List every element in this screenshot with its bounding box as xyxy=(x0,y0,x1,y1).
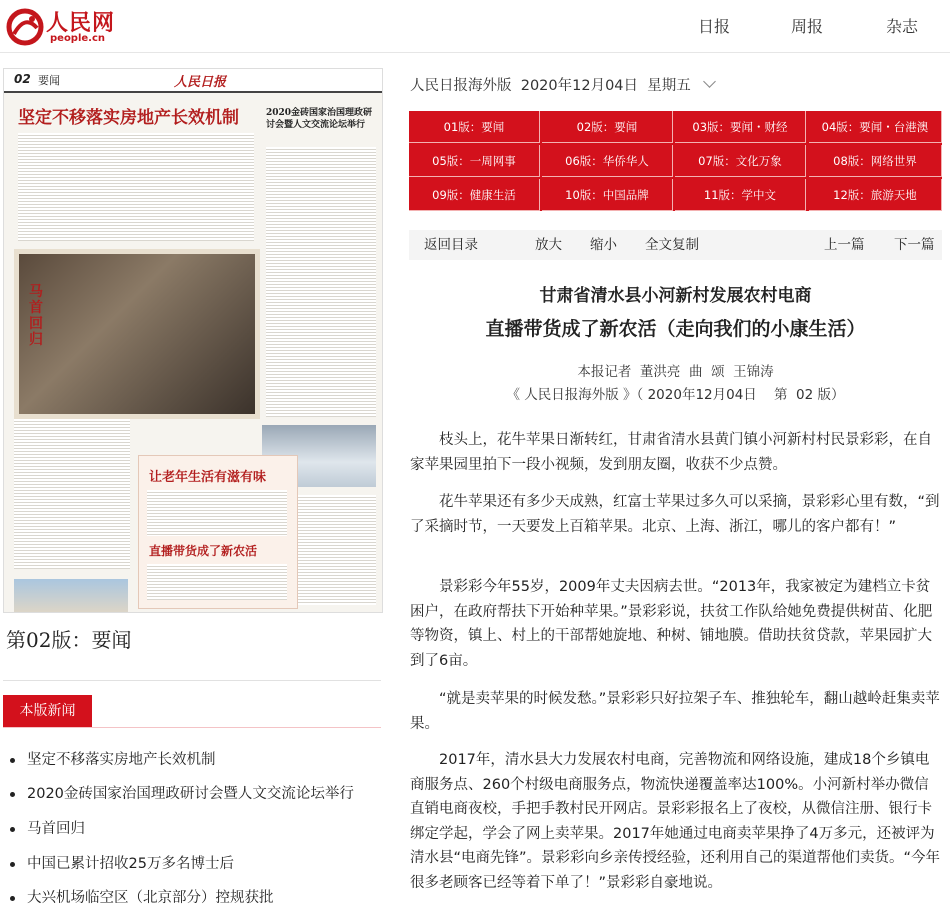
article-paragraph: 景彩彩今年55岁，2009年丈夫因病去世。“2013年，我家被定为建档立卡贫困户，在政府帮扶下开始种苹果。”景彩彩说，扶贫工作队给她免费提供树苗、化肥等物资，镇上、村上的干部帮她旋地、种树、铺地膜。借助扶贫贷款，苹果园扩大到了6亩。 xyxy=(410,579,933,669)
newspaper-page-image[interactable] xyxy=(3,68,383,613)
nav-daily[interactable]: 日报 xyxy=(698,17,731,36)
page-link-09[interactable]: 09版：健康生活 xyxy=(409,179,540,211)
page-link-08[interactable]: 08版：网络世界 xyxy=(809,145,942,177)
zoom-out-button[interactable]: 缩小 xyxy=(590,237,617,253)
people-logo[interactable] xyxy=(6,4,116,48)
page-link-02[interactable]: 02版：要闻 xyxy=(542,111,673,143)
next-article-button[interactable]: 下一篇 xyxy=(894,237,935,253)
tab-page-news[interactable]: 本版新闻 xyxy=(3,695,92,727)
logo-emblem-icon xyxy=(6,8,44,46)
divider xyxy=(3,727,381,728)
chevron-down-icon xyxy=(703,75,716,88)
back-to-index-button[interactable]: 返回目录 xyxy=(424,237,478,253)
page-link-12[interactable]: 12版：旅游天地 xyxy=(809,179,942,211)
news-list-item[interactable]: 坚定不移落实房地产长效机制 xyxy=(10,748,216,769)
paper-box2-title: 直播带货成了新农活 xyxy=(149,544,258,558)
paper-photo-caption: 马首回归 xyxy=(29,284,43,348)
paper-photo-desert xyxy=(14,579,128,613)
zoom-in-button[interactable]: 放大 xyxy=(535,237,562,253)
paper-side-headline: 2020金砖国家治国理政研讨会暨人文交流论坛举行 xyxy=(266,108,373,130)
copy-all-button[interactable]: 全文复制 xyxy=(645,237,699,253)
article-paragraph: “就是卖苹果的时候发愁。”景彩彩只好拉架子车、推独轮车，翻山越岭赶集卖苹果。 xyxy=(410,691,940,732)
site-header xyxy=(0,0,950,53)
article-subtitle: 甘肃省清水县小河新村发展农村电商 xyxy=(539,286,812,306)
paper-section: 要闻 xyxy=(38,74,60,87)
news-list-item[interactable]: 中国已累计招收25万多名博士后 xyxy=(10,852,234,873)
page-link-07[interactable]: 07版：文化万象 xyxy=(675,145,806,177)
article-paragraph: 2017年，清水县大力发展农村电商，完善物流和网络设施，建成18个乡镇电商服务点、260个村级电商服务点，物流快递覆盖率达100%。小河新村举办微信直销电商夜校，手把手教村民开网店。景彩彩报名上了夜校，从微信注册、银行卡绑定学起，学会了网上卖苹果。2017年她通过电商卖苹果挣了4万多元，还被评为清水县“电商先锋”。景彩彩向乡亲传授经验，还利用自己的渠道帮他们卖货。“今年很多老顾客已经等着下单了！”景彩彩自豪地说。 xyxy=(410,752,941,891)
paper-text-block xyxy=(266,147,376,417)
nav-weekly[interactable]: 周报 xyxy=(791,17,824,36)
divider xyxy=(3,680,381,681)
news-list-item[interactable]: 大兴机场临空区（北京部分）控规获批 xyxy=(10,886,274,907)
page-link-05[interactable]: 05版：一周网事 xyxy=(409,145,540,177)
article-byline: 本报记者 董洪亮 曲 颂 王锦涛 xyxy=(577,364,774,380)
logo-text: 人民网 xyxy=(46,10,116,36)
edition-date-select[interactable] xyxy=(410,74,714,95)
paper-page-no: 02 xyxy=(14,72,31,86)
page-link-06[interactable]: 06版：华侨华人 xyxy=(542,145,673,177)
paper-box1-title: 让老年生活有滋有味 xyxy=(149,470,267,485)
paper-masthead: 人民日报 xyxy=(174,75,227,90)
logo-url: people.cn xyxy=(50,33,106,44)
article-toolbar xyxy=(409,230,942,260)
nav-magazine[interactable]: 杂志 xyxy=(886,17,919,36)
page-link-03[interactable]: 03版：要闻・财经 xyxy=(675,111,806,143)
paper-headline: 坚定不移落实房地产长效机制 xyxy=(18,108,239,128)
edition-date-text: 人民日报海外版 2020年12月04日 星期五 xyxy=(410,78,691,94)
paper-feature-box xyxy=(138,455,298,609)
article-paragraph: 枝头上，花牛苹果日渐转红，甘肃省清水县黄门镇小河新村村民景彩彩，在自家苹果园里拍下一段小视频，发到朋友圈，收获不少点赞。 xyxy=(410,432,932,473)
news-list-item[interactable]: 马首回归 xyxy=(10,817,85,838)
page-link-11[interactable]: 11版：学中文 xyxy=(675,179,806,211)
page-index-grid xyxy=(409,111,942,211)
page-label: 第02版：要闻 xyxy=(6,628,132,652)
page-link-01[interactable]: 01版：要闻 xyxy=(409,111,540,143)
article-paragraph: 花牛苹果还有多少天成熟，红富士苹果过多久可以采摘，景彩彩心里有数，“到了采摘时节，一天要发上百箱苹果。北京、上海、浙江，哪儿的客户都有！” xyxy=(410,494,940,535)
paper-photo-horse-head xyxy=(14,249,260,419)
article-title: 直播带货成了新农活（走向我们的小康生活） xyxy=(485,318,866,340)
news-list-item[interactable]: 2020金砖国家治国理政研讨会暨人文交流论坛举行 xyxy=(10,782,354,803)
prev-article-button[interactable]: 上一篇 xyxy=(824,237,865,253)
paper-text-block xyxy=(14,419,130,569)
article-source: 《 人民日报海外版 》（ 2020年12月04日 第 02 版） xyxy=(506,387,845,403)
paper-masthead-strip xyxy=(4,69,382,93)
page-link-10[interactable]: 10版：中国品牌 xyxy=(542,179,673,211)
page-link-04[interactable]: 04版：要闻・台港澳 xyxy=(809,111,942,143)
paper-text-block xyxy=(18,133,254,241)
